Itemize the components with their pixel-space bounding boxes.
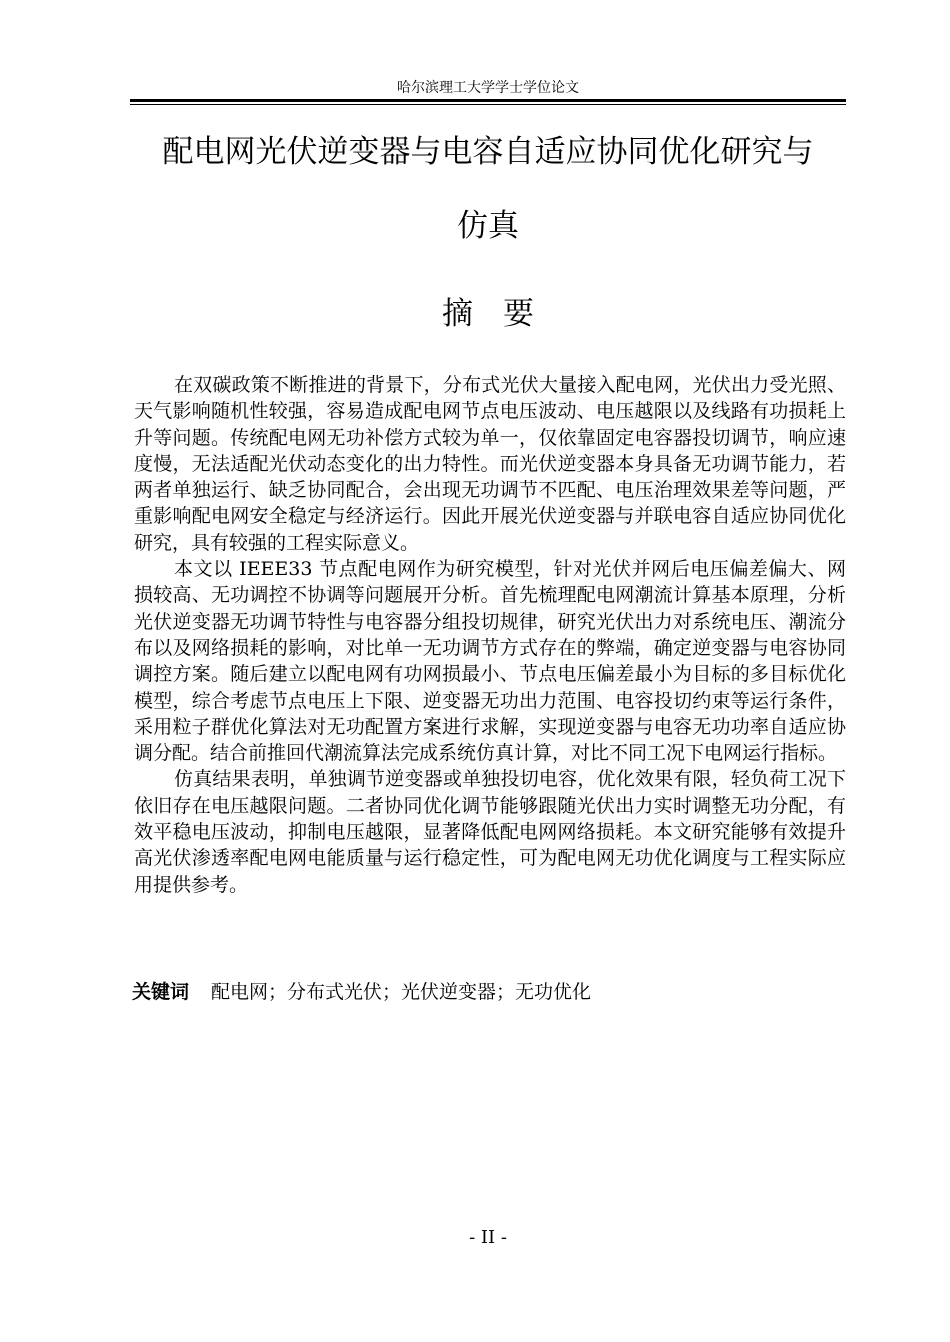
thesis-title-line-2: 仿真 <box>457 208 519 244</box>
abstract-paragraph-2: 本文以 IEEE33 节点配电网作为研究模型，针对光伏并网后电压偏差偏大、网损较高、无功调控不协调等问题展开分析。首先梳理配电网潮流计算基本原理，分析光伏逆变器无功调节特性与电容器分组投切规律，研究光伏出力对系统电压、潮流分布以及网络损耗的影响，对比单一无功调节方式存在的弊端，确定逆变器与电容协同调控方案。随后建立以配电网有功网损最小、节点电压偏差最小为目标的多目标优化模型，综合考虑节点电压上下限、逆变器无功出力范围、电容投切约束等运行条件，采用粒子群优化算法对无功配置方案进行求解，实现逆变器与电容无功功率自适应协调分配。结合前推回代潮流算法完成系统仿真计算，对比不同工况下电网运行指标。 <box>134 558 846 765</box>
running-header: 哈尔滨理工大学学士学位论文 <box>397 80 579 96</box>
thesis-title-line-1: 配电网光伏逆变器与电容自适应协同优化研究与 <box>162 134 814 170</box>
keywords-text: 配电网；分布式光伏；光伏逆变器；无功优化 <box>211 981 592 1003</box>
abstract-paragraph-3: 仿真结果表明，单独调节逆变器或单独投切电容，优化效果有限，轻负荷工况下依旧存在电压越限问题。二者协同优化调节能够跟随光伏出力实时调整无功分配，有效平稳电压波动，抑制电压越限，显著降低配电网网络损耗。本文研究能够有效提升高光伏渗透率配电网电能质量与运行稳定性，可为配电网无功优化调度与工程实际应用提供参考。 <box>134 768 846 896</box>
keywords-label: 关键词 <box>132 981 190 1003</box>
abstract-body <box>134 372 846 898</box>
keywords-line <box>132 978 846 1006</box>
header-rule-thin <box>130 104 846 105</box>
abstract-heading: 摘要 <box>442 296 564 332</box>
abstract-paragraph-1: 在双碳政策不断推进的背景下，分布式光伏大量接入配电网，光伏出力受光照、天气影响随机性较强，容易造成配电网节点电压波动、电压越限以及线路有功损耗上升等问题。传统配电网无功补偿方式较为单一，仅依靠固定电容器投切调节，响应速度慢，无法适配光伏动态变化的出力特性。而光伏逆变器本身具备无功调节能力，若两者单独运行、缺乏协同配合，会出现无功调节不匹配、电压治理效果差等问题，严重影响配电网安全稳定与经济运行。因此开展光伏逆变器与并联电容自适应协同优化研究，具有较强的工程实际意义。 <box>134 374 846 554</box>
header-rule-thick <box>130 99 846 102</box>
page-number: - II - <box>469 1227 507 1248</box>
